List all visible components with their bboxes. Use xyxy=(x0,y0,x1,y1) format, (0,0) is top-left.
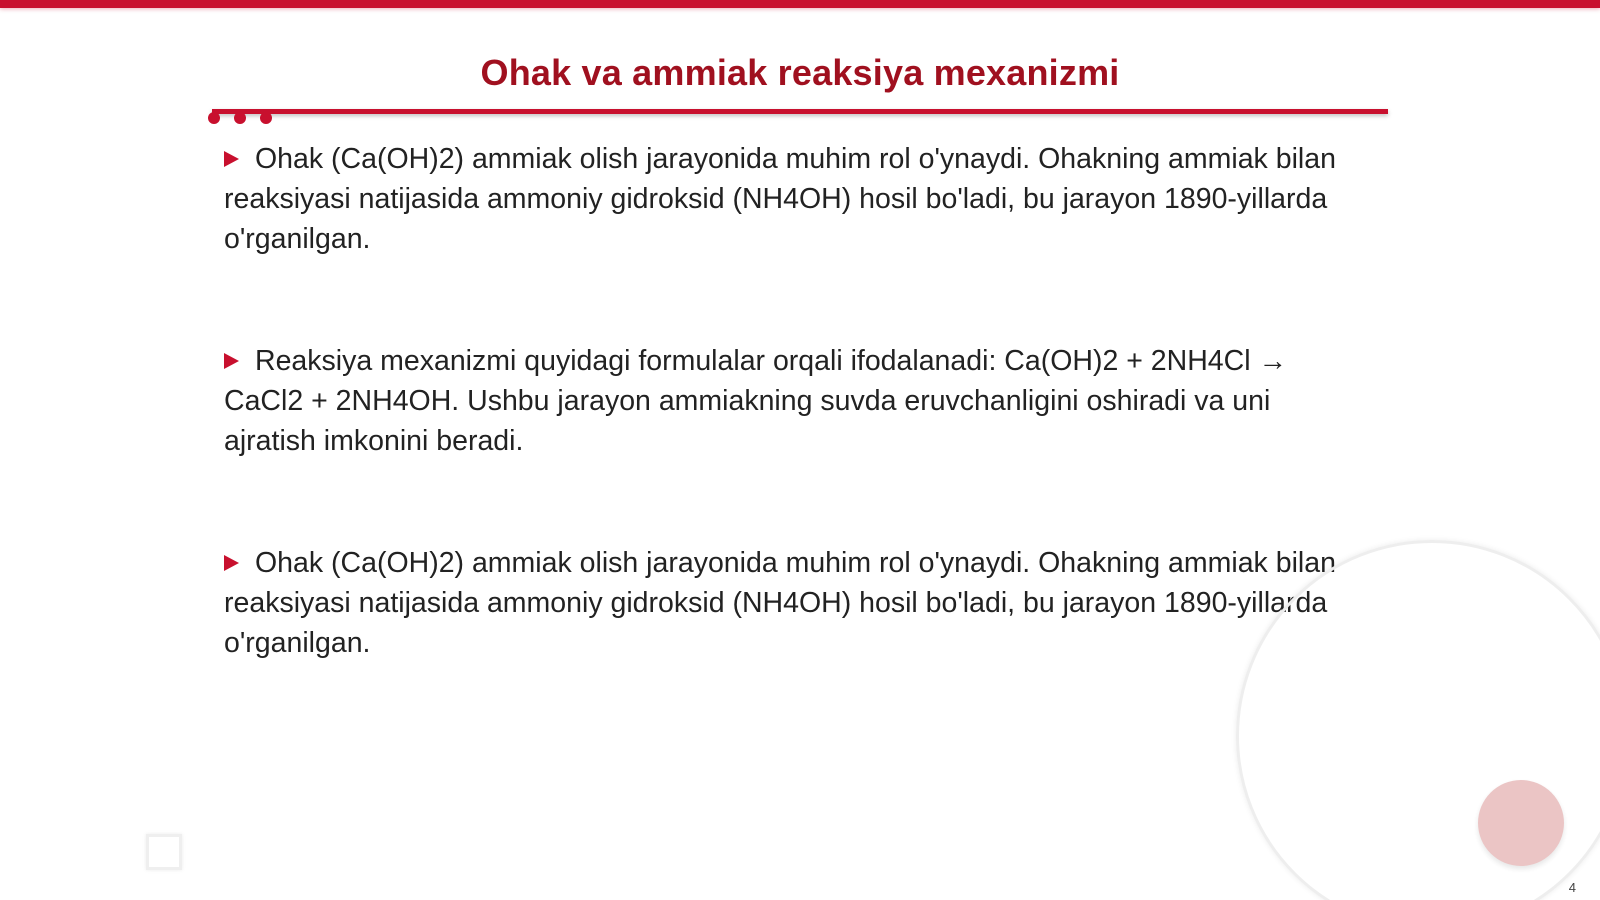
triangle-right-icon xyxy=(224,555,239,571)
bullet-text: Ohak (Ca(OH)2) ammiak olish jarayonida muhim rol o'ynaydi. Ohakning ammiak bilan reaksiyasi natijasida ammoniy gidroksid (NH4OH) hosil bo'ladi, bu jarayon 1890-yillarda o'rganilgan. xyxy=(224,143,1336,255)
decorative-circle xyxy=(1478,780,1564,866)
bullet-list xyxy=(224,139,1352,663)
decorative-dot xyxy=(234,112,246,124)
decorative-square xyxy=(146,834,182,870)
decorative-dot xyxy=(208,112,220,124)
slide-title: Ohak va ammiak reaksiya mexanizmi xyxy=(480,52,1120,93)
top-accent-bar xyxy=(0,0,1600,8)
decorative-dot xyxy=(260,112,272,124)
title-underline xyxy=(212,109,1388,114)
bullet-text: Reaksiya mexanizmi quyidagi formulalar orqali ifodalanadi: Ca(OH)2 + 2NH4Cl → CaCl2 + 2NH4OH. Ushbu jarayon ammiakning suvda eruvchanligini oshiradi va uni ajratish imkonini beradi. xyxy=(224,345,1287,457)
bullet-item xyxy=(224,139,1352,259)
bullet-text: Ohak (Ca(OH)2) ammiak olish jarayonida muhim rol o'ynaydi. Ohakning ammiak bilan reaksiyasi natijasida ammoniy gidroksid (NH4OH) hosil bo'ladi, bu jarayon 1890-yillarda o'rganilgan. xyxy=(224,547,1336,659)
page-number: 4 xyxy=(1568,880,1576,895)
triangle-right-icon xyxy=(224,353,239,369)
bullet-item xyxy=(224,543,1352,663)
bullet-item xyxy=(224,341,1352,461)
triangle-right-icon xyxy=(224,151,239,167)
